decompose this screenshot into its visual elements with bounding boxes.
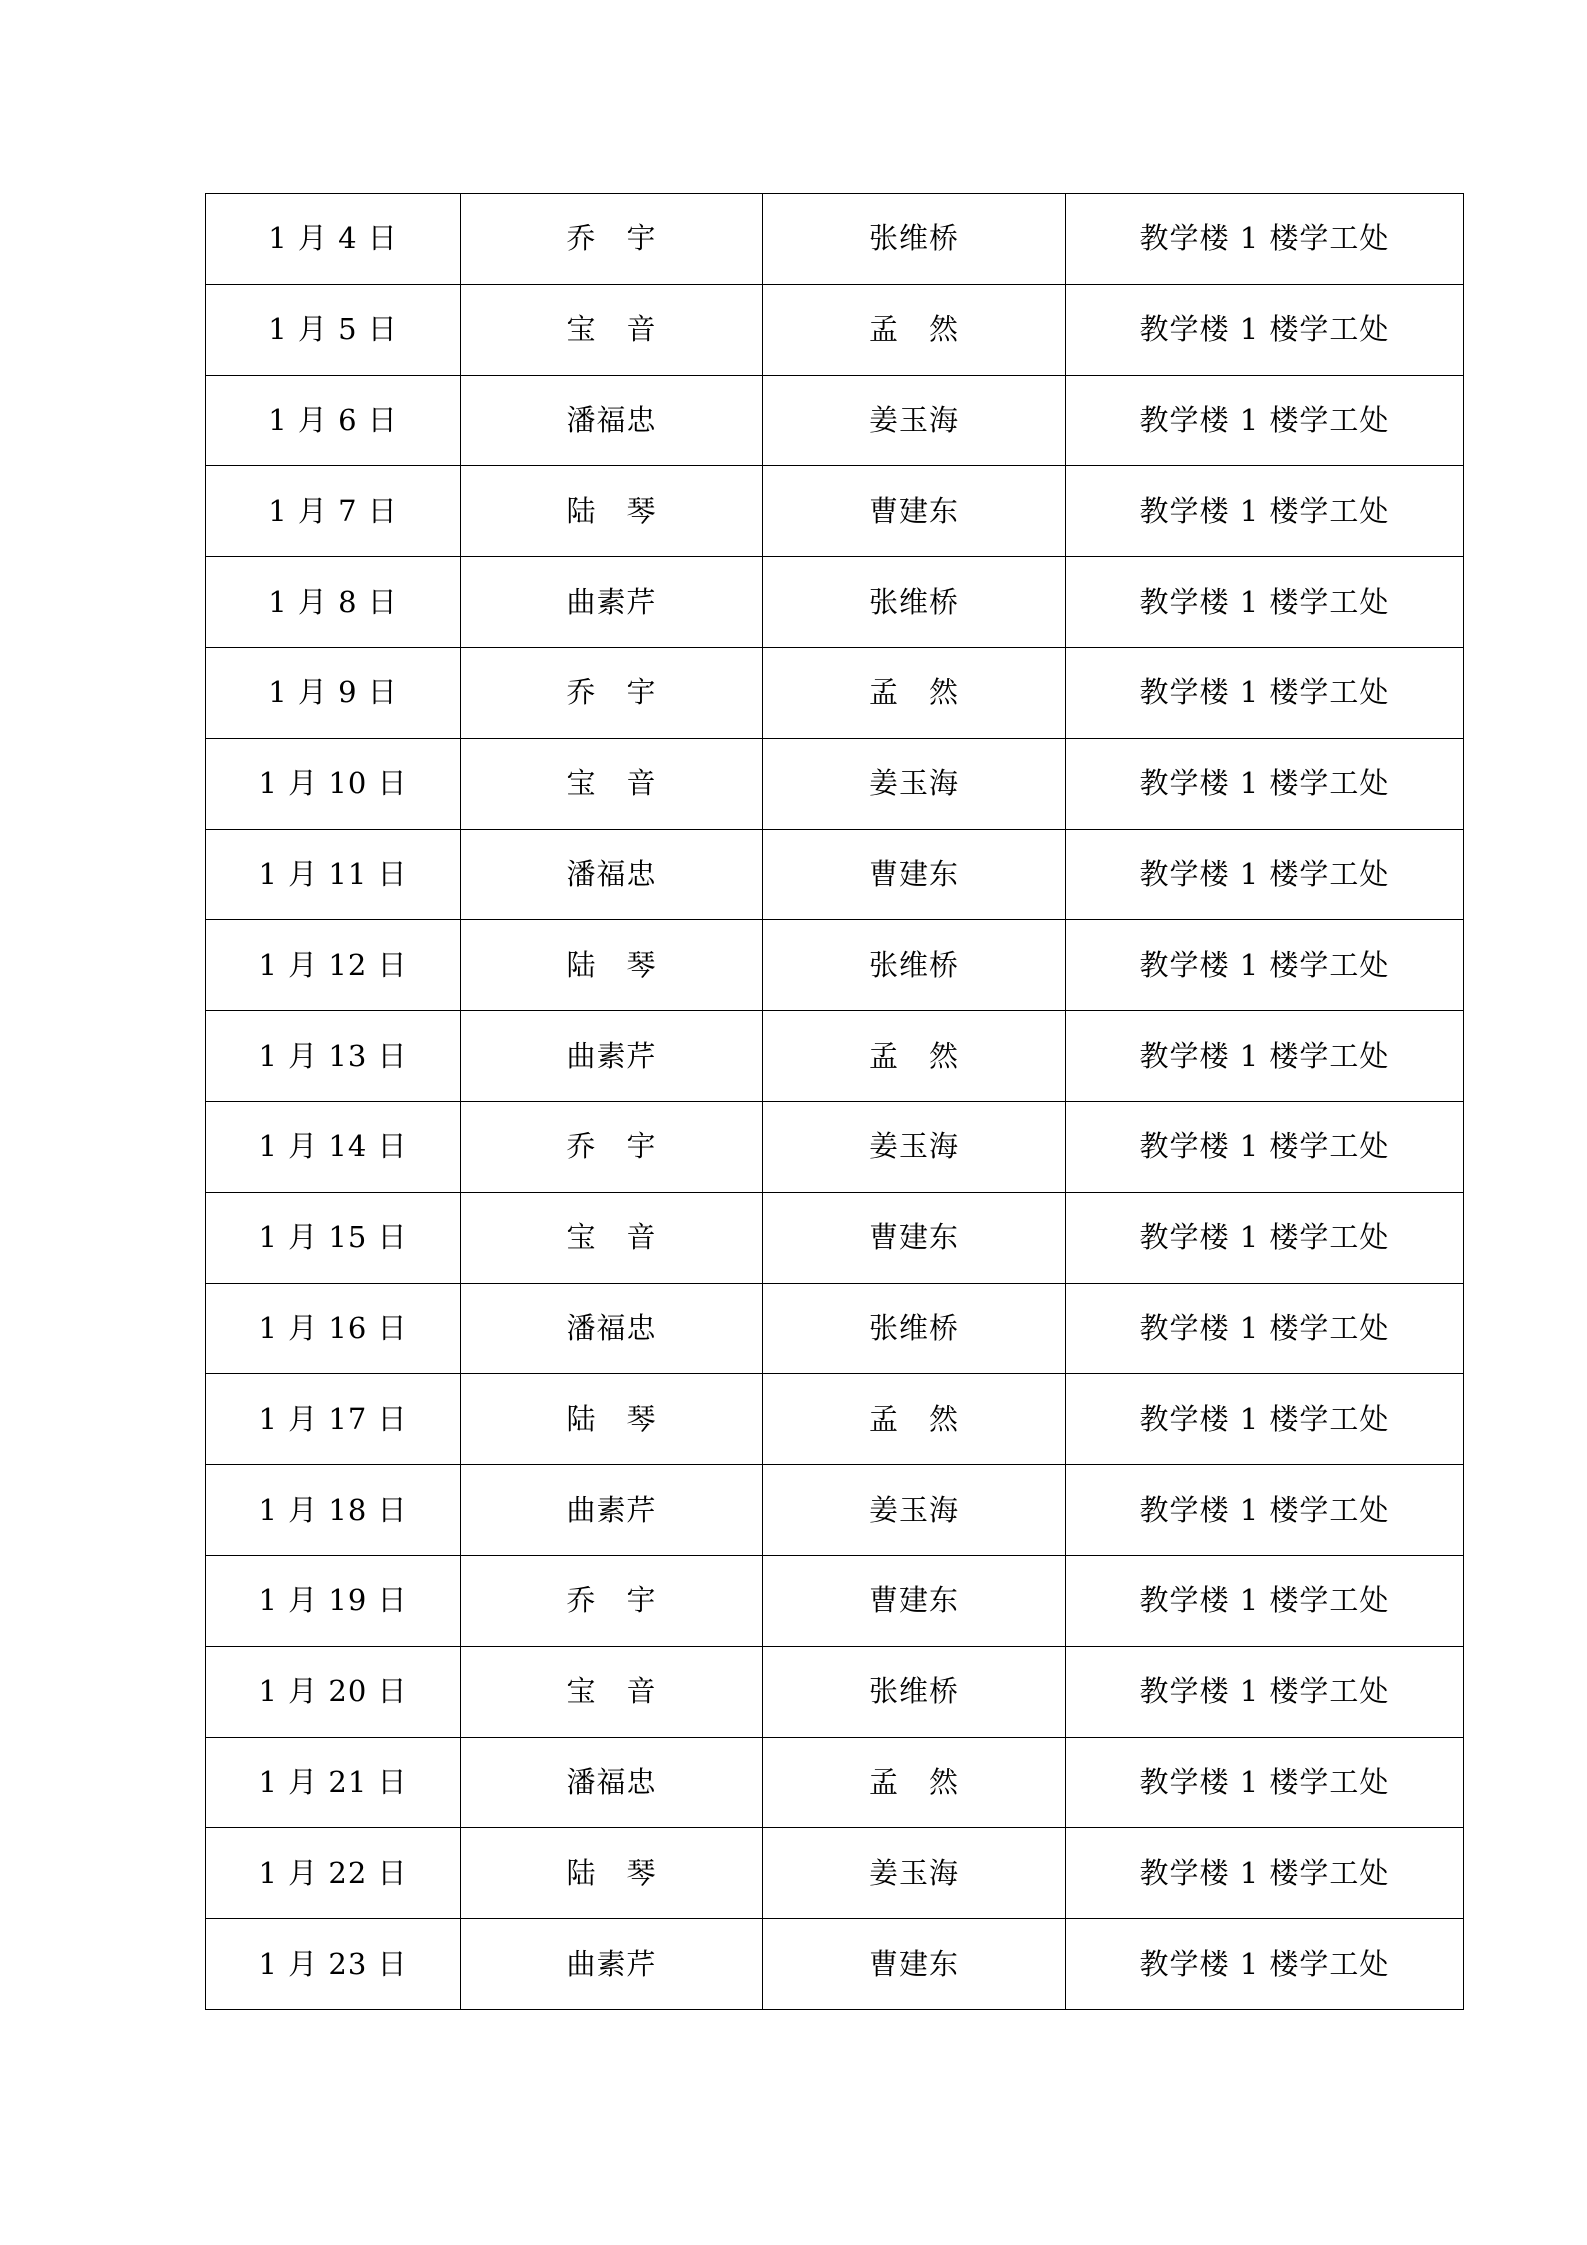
date-cell: 1 月 21 日 bbox=[206, 1737, 461, 1828]
duty-person-cell: 曹建东 bbox=[763, 466, 1066, 557]
table-row bbox=[206, 284, 1464, 375]
date-cell: 1 月 4 日 bbox=[206, 194, 461, 285]
duty-person-cell: 曹建东 bbox=[763, 1555, 1066, 1646]
table-row bbox=[206, 1555, 1464, 1646]
duty-person-cell: 乔 宇 bbox=[461, 647, 763, 738]
table-row bbox=[206, 829, 1464, 920]
duty-person-cell: 陆 琴 bbox=[461, 920, 763, 1011]
duty-person-cell: 张维桥 bbox=[763, 1283, 1066, 1374]
duty-person-cell: 乔 宇 bbox=[461, 1555, 763, 1646]
location-cell: 教学楼 1 楼学工处 bbox=[1066, 1283, 1464, 1374]
duty-person-cell: 潘福忠 bbox=[461, 829, 763, 920]
date-cell: 1 月 20 日 bbox=[206, 1646, 461, 1737]
location-cell: 教学楼 1 楼学工处 bbox=[1066, 829, 1464, 920]
location-cell: 教学楼 1 楼学工处 bbox=[1066, 1555, 1464, 1646]
location-cell: 教学楼 1 楼学工处 bbox=[1066, 1828, 1464, 1919]
duty-person-cell: 乔 宇 bbox=[461, 194, 763, 285]
location-cell: 教学楼 1 楼学工处 bbox=[1066, 1919, 1464, 2010]
duty-person-cell: 姜玉海 bbox=[763, 1465, 1066, 1556]
table-row bbox=[206, 1192, 1464, 1283]
duty-person-cell: 潘福忠 bbox=[461, 1283, 763, 1374]
duty-person-cell: 姜玉海 bbox=[763, 375, 1066, 466]
duty-person-cell: 宝 音 bbox=[461, 1192, 763, 1283]
date-cell: 1 月 18 日 bbox=[206, 1465, 461, 1556]
duty-person-cell: 孟 然 bbox=[763, 647, 1066, 738]
location-cell: 教学楼 1 楼学工处 bbox=[1066, 1465, 1464, 1556]
duty-person-cell: 陆 琴 bbox=[461, 1374, 763, 1465]
duty-person-cell: 宝 音 bbox=[461, 284, 763, 375]
duty-person-cell: 孟 然 bbox=[763, 1374, 1066, 1465]
table-row bbox=[206, 375, 1464, 466]
date-cell: 1 月 17 日 bbox=[206, 1374, 461, 1465]
table-row bbox=[206, 920, 1464, 1011]
table-row bbox=[206, 738, 1464, 829]
duty-person-cell: 宝 音 bbox=[461, 738, 763, 829]
table-row bbox=[206, 1919, 1464, 2010]
location-cell: 教学楼 1 楼学工处 bbox=[1066, 466, 1464, 557]
date-cell: 1 月 10 日 bbox=[206, 738, 461, 829]
duty-person-cell: 孟 然 bbox=[763, 1737, 1066, 1828]
duty-person-cell: 曹建东 bbox=[763, 829, 1066, 920]
location-cell: 教学楼 1 楼学工处 bbox=[1066, 738, 1464, 829]
duty-person-cell: 曹建东 bbox=[763, 1919, 1066, 2010]
duty-schedule-table bbox=[205, 193, 1464, 2010]
date-cell: 1 月 13 日 bbox=[206, 1011, 461, 1102]
duty-person-cell: 张维桥 bbox=[763, 557, 1066, 648]
location-cell: 教学楼 1 楼学工处 bbox=[1066, 647, 1464, 738]
duty-person-cell: 宝 音 bbox=[461, 1646, 763, 1737]
location-cell: 教学楼 1 楼学工处 bbox=[1066, 557, 1464, 648]
table-row bbox=[206, 1646, 1464, 1737]
duty-person-cell: 曲素芹 bbox=[461, 557, 763, 648]
date-cell: 1 月 8 日 bbox=[206, 557, 461, 648]
table-row bbox=[206, 1828, 1464, 1919]
duty-person-cell: 姜玉海 bbox=[763, 738, 1066, 829]
date-cell: 1 月 23 日 bbox=[206, 1919, 461, 2010]
duty-person-cell: 曹建东 bbox=[763, 1192, 1066, 1283]
table-row bbox=[206, 647, 1464, 738]
location-cell: 教学楼 1 楼学工处 bbox=[1066, 1011, 1464, 1102]
location-cell: 教学楼 1 楼学工处 bbox=[1066, 1101, 1464, 1192]
duty-person-cell: 张维桥 bbox=[763, 1646, 1066, 1737]
date-cell: 1 月 14 日 bbox=[206, 1101, 461, 1192]
table-row bbox=[206, 1011, 1464, 1102]
date-cell: 1 月 11 日 bbox=[206, 829, 461, 920]
location-cell: 教学楼 1 楼学工处 bbox=[1066, 194, 1464, 285]
table-row bbox=[206, 1465, 1464, 1556]
location-cell: 教学楼 1 楼学工处 bbox=[1066, 375, 1464, 466]
date-cell: 1 月 16 日 bbox=[206, 1283, 461, 1374]
table-row bbox=[206, 1101, 1464, 1192]
date-cell: 1 月 12 日 bbox=[206, 920, 461, 1011]
location-cell: 教学楼 1 楼学工处 bbox=[1066, 1374, 1464, 1465]
table-row bbox=[206, 1374, 1464, 1465]
location-cell: 教学楼 1 楼学工处 bbox=[1066, 1737, 1464, 1828]
date-cell: 1 月 19 日 bbox=[206, 1555, 461, 1646]
date-cell: 1 月 5 日 bbox=[206, 284, 461, 375]
location-cell: 教学楼 1 楼学工处 bbox=[1066, 920, 1464, 1011]
duty-person-cell: 姜玉海 bbox=[763, 1828, 1066, 1919]
duty-person-cell: 姜玉海 bbox=[763, 1101, 1066, 1192]
duty-person-cell: 孟 然 bbox=[763, 1011, 1066, 1102]
duty-person-cell: 陆 琴 bbox=[461, 1828, 763, 1919]
duty-person-cell: 曲素芹 bbox=[461, 1011, 763, 1102]
table-row bbox=[206, 557, 1464, 648]
table-row bbox=[206, 466, 1464, 557]
date-cell: 1 月 22 日 bbox=[206, 1828, 461, 1919]
location-cell: 教学楼 1 楼学工处 bbox=[1066, 1646, 1464, 1737]
duty-person-cell: 孟 然 bbox=[763, 284, 1066, 375]
duty-person-cell: 曲素芹 bbox=[461, 1919, 763, 2010]
location-cell: 教学楼 1 楼学工处 bbox=[1066, 284, 1464, 375]
duty-person-cell: 潘福忠 bbox=[461, 1737, 763, 1828]
table-row bbox=[206, 194, 1464, 285]
duty-person-cell: 张维桥 bbox=[763, 194, 1066, 285]
date-cell: 1 月 6 日 bbox=[206, 375, 461, 466]
date-cell: 1 月 15 日 bbox=[206, 1192, 461, 1283]
duty-person-cell: 曲素芹 bbox=[461, 1465, 763, 1556]
date-cell: 1 月 7 日 bbox=[206, 466, 461, 557]
date-cell: 1 月 9 日 bbox=[206, 647, 461, 738]
location-cell: 教学楼 1 楼学工处 bbox=[1066, 1192, 1464, 1283]
table-row bbox=[206, 1283, 1464, 1374]
duty-person-cell: 张维桥 bbox=[763, 920, 1066, 1011]
table-row bbox=[206, 1737, 1464, 1828]
duty-person-cell: 潘福忠 bbox=[461, 375, 763, 466]
duty-person-cell: 乔 宇 bbox=[461, 1101, 763, 1192]
duty-person-cell: 陆 琴 bbox=[461, 466, 763, 557]
